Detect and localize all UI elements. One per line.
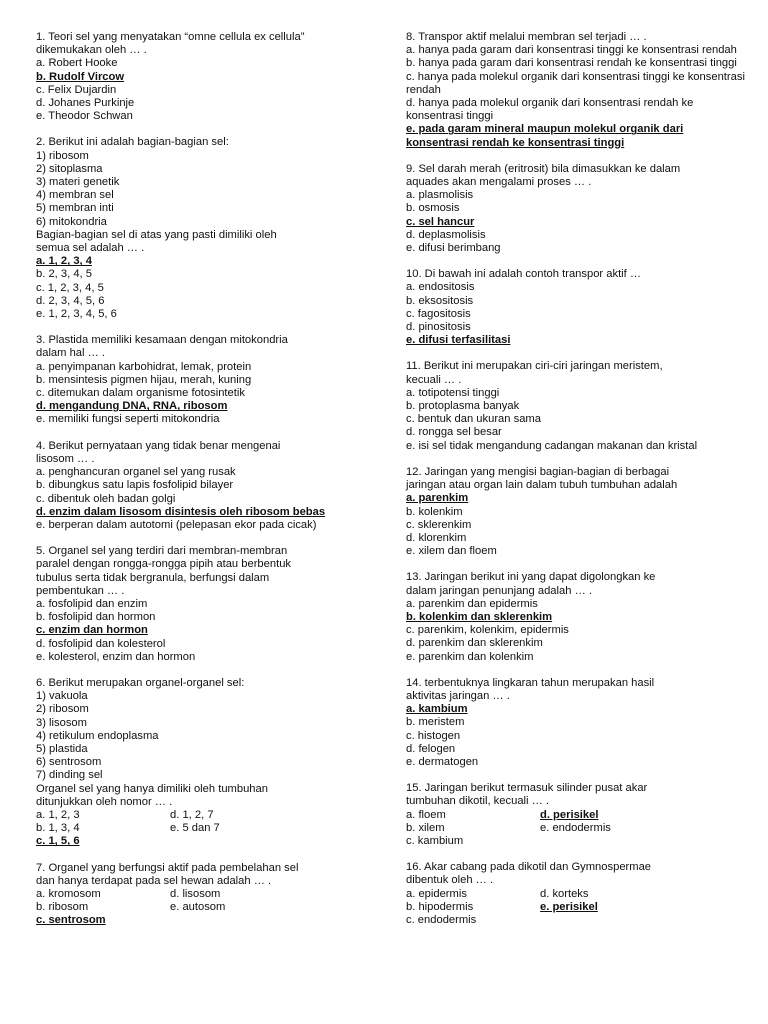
question-text: 3) lisosom (36, 716, 87, 729)
answer-row (406, 822, 746, 835)
answer-option: e. autosom (170, 901, 226, 914)
answer-option: e. Theodor Schwan (36, 110, 133, 123)
question-text: paralel dengan rongga-rongga pipih atau berbentuk (36, 558, 292, 571)
question-text: 5) membran inti (36, 202, 114, 215)
question-block (406, 466, 746, 558)
question-text: 3) materi genetik (36, 176, 120, 189)
answer-option: e. endodermis (540, 821, 611, 834)
question-text: 3. Plastida memiliki kesamaan dengan mitokondria (36, 334, 288, 347)
answer-option-correct: a. 1, 2, 3, 4 (36, 255, 92, 268)
answer-option: c. Felix Dujardin (36, 83, 117, 96)
question-block (36, 862, 372, 928)
answer-option-correct: e. difusi terfasilitasi (406, 334, 511, 347)
answer-option-correct: e. pada garam mineral maupun molekul organik dari konsentrasi rendah ke konsentrasi tinggi (406, 123, 684, 149)
answer-option: a. fosfolipid dan enzim (36, 597, 148, 610)
question-text: jaringan atau organ lain dalam tubuh tumbuhan adalah (406, 479, 678, 492)
answer-option: b. eksositosis (406, 294, 474, 307)
answer-option: a. parenkim dan epidermis (406, 597, 538, 610)
question-text: pembentukan … . (36, 584, 125, 597)
answer-option: b. dibungkus satu lapis fosfolipid bilayer (36, 479, 234, 492)
question-text: 12. Jaringan yang mengisi bagian-bagian di berbagai (406, 465, 670, 478)
answer-option: a. endositosis (406, 281, 475, 294)
answer-option: b. osmosis (406, 202, 460, 215)
answer-option: d. 2, 3, 4, 5, 6 (36, 294, 105, 307)
question-text: aktivitas jaringan … . (406, 689, 510, 702)
answer-row (36, 901, 372, 914)
answer-option: c. parenkim, kolenkim, epidermis (406, 624, 569, 637)
question-block (36, 136, 372, 321)
question-block (406, 360, 746, 452)
question-block (36, 677, 372, 849)
answer-option: e. 5 dan 7 (170, 822, 220, 835)
answer-option: e. kolesterol, enzim dan hormon (36, 650, 196, 663)
answer-option-correct: c. enzim dan hormon (36, 624, 148, 637)
question-block (406, 677, 746, 769)
question-text: 9. Sel darah merah (eritrosit) bila dimasukkan ke dalam (406, 162, 681, 175)
answer-option: d. klorenkim (406, 531, 467, 544)
answer-option-correct: c. sel hancur (406, 215, 475, 228)
question-text: aquades akan mengalami proses … . (406, 176, 592, 189)
answer-option: b. mensintesis pigmen hijau, merah, kuning (36, 373, 252, 386)
answer-option: a. hanya pada garam dari konsentrasi tinggi ke konsentrasi rendah (406, 44, 737, 57)
answer-row (406, 835, 746, 848)
question-block (36, 545, 372, 664)
answer-option: d. pinositosis (406, 321, 471, 334)
left-column (36, 31, 372, 941)
answer-option: b. protoplasma banyak (406, 400, 520, 413)
answer-row (406, 901, 746, 914)
answer-option: b. xilem (406, 821, 445, 834)
question-text: tubulus serta tidak bergranula, berfungsi dalam (36, 571, 270, 584)
answer-option: c. kambium (406, 834, 464, 847)
answer-row (406, 888, 746, 901)
question-text: dikemukakan oleh … . (36, 44, 147, 57)
question-text: 13. Jaringan berikut ini yang dapat digolongkan ke (406, 571, 656, 584)
answer-option: e. 1, 2, 3, 4, 5, 6 (36, 308, 117, 321)
answer-option: c. endodermis (406, 913, 477, 926)
answer-option: d. hanya pada molekul organik dari konsentrasi rendah ke konsentrasi tinggi (406, 97, 694, 123)
answer-option: d. korteks (540, 887, 589, 900)
answer-option: a. Robert Hooke (36, 57, 118, 70)
question-block (406, 782, 746, 848)
question-text: 1) ribosom (36, 149, 89, 162)
question-text: 7) dinding sel (36, 769, 103, 782)
question-block (406, 31, 746, 150)
answer-option: e. berperan dalam autotomi (pelepasan ekor pada cicak) (36, 518, 317, 531)
answer-option: a. plasmolisis (406, 189, 474, 202)
answer-option-correct: c. sentrosom (36, 914, 106, 927)
question-text: 7. Organel yang berfungsi aktif pada pembelahan sel (36, 861, 299, 874)
answer-option: b. kolenkim (406, 505, 463, 518)
question-text: 6. Berikut merupakan organel-organel sel: (36, 676, 245, 689)
answer-option: a. totipotensi tinggi (406, 386, 500, 399)
question-text: kecuali … . (406, 373, 462, 386)
question-text: dan hanya terdapat pada sel hewan adalah … . (36, 874, 272, 887)
answer-row (36, 822, 372, 835)
answer-option-correct: c. 1, 5, 6 (36, 835, 80, 848)
question-text: 6) mitokondria (36, 215, 107, 228)
answer-option: c. dibentuk oleh badan golgi (36, 492, 176, 505)
question-block (36, 31, 372, 123)
question-text: semua sel adalah … . (36, 242, 145, 255)
question-text: 8. Transpor aktif melalui membran sel terjadi … . (406, 31, 647, 43)
question-text: 1) vakuola (36, 690, 88, 703)
question-text: 14. terbentuknya lingkaran tahun merupakan hasil (406, 676, 655, 689)
question-text: Organel sel yang hanya dimiliki oleh tumbuhan (36, 782, 268, 795)
question-text: 4. Berikut pernyataan yang tidak benar mengenai (36, 439, 281, 452)
question-text: dalam jaringan penunjang adalah … . (406, 584, 592, 597)
answer-option-correct: a. kambium (406, 703, 468, 716)
answer-option: d. parenkim dan sklerenkim (406, 637, 543, 650)
answer-option-correct: e. perisikel (540, 900, 598, 913)
answer-row (406, 914, 746, 927)
question-block (36, 334, 372, 426)
question-text: dibentuk oleh … . (406, 874, 494, 887)
answer-row (406, 809, 746, 822)
answer-option: b. hanya pada garam dari konsentrasi rendah ke konsentrasi tinggi (406, 57, 737, 70)
answer-option-correct: d. mengandung DNA, RNA, ribosom (36, 400, 228, 413)
answer-option: a. 1, 2, 3 (36, 808, 80, 821)
answer-option: d. felogen (406, 742, 456, 755)
answer-option: c. histogen (406, 729, 461, 742)
answer-option: c. bentuk dan ukuran sama (406, 413, 541, 426)
answer-option: a. penyimpanan karbohidrat, lemak, protein (36, 360, 252, 373)
answer-option: e. parenkim dan kolenkim (406, 650, 534, 663)
question-block (36, 440, 372, 532)
question-text: 2. Berikut ini adalah bagian-bagian sel: (36, 136, 229, 149)
answer-option: c. fagositosis (406, 307, 471, 320)
answer-option: c. sklerenkim (406, 518, 472, 531)
question-text: 11. Berikut ini merupakan ciri-ciri jaringan meristem, (406, 360, 663, 373)
question-block (406, 268, 746, 347)
answer-option: e. xilem dan floem (406, 545, 497, 558)
answer-row (36, 888, 372, 901)
question-text: 2) ribosom (36, 703, 89, 716)
question-text: Bagian-bagian sel di atas yang pasti dimiliki oleh (36, 228, 277, 241)
question-text: 16. Akar cabang pada dikotil dan Gymnospermae (406, 861, 652, 874)
question-text: 1. Teori sel yang menyatakan “omne cellula ex cellula” (36, 31, 305, 43)
answer-option: b. fosfolipid dan hormon (36, 611, 156, 624)
answer-option: d. fosfolipid dan kolesterol (36, 637, 166, 650)
question-text: 10. Di bawah ini adalah contoh transpor aktif … (406, 268, 642, 281)
answer-option: c. hanya pada molekul organik dari konsentrasi tinggi ke konsentrasi rendah (406, 70, 745, 96)
answer-option: a. kromosom (36, 887, 101, 900)
answer-option: d. lisosom (170, 887, 221, 900)
answer-option: e. difusi berimbang (406, 242, 501, 255)
question-text: 6) sentrosom (36, 756, 102, 769)
answer-option: d. deplasmolisis (406, 228, 486, 241)
answer-option-correct: d. perisikel (540, 808, 599, 821)
question-text: 5) plastida (36, 742, 88, 755)
answer-option-correct: a. parenkim (406, 492, 469, 505)
answer-option: c. 1, 2, 3, 4, 5 (36, 281, 104, 294)
answer-option: b. ribosom (36, 901, 89, 914)
answer-option: e. dermatogen (406, 755, 479, 768)
answer-option: e. memiliki fungsi seperti mitokondria (36, 413, 220, 426)
answer-option: b. meristem (406, 716, 465, 729)
question-text: tumbuhan dikotil, kecuali … . (406, 795, 550, 808)
question-block (406, 571, 746, 663)
question-block (406, 861, 746, 927)
question-text: 4) retikulum endoplasma (36, 729, 159, 742)
answer-option-correct: b. kolenkim dan sklerenkim (406, 610, 553, 623)
answer-row (36, 809, 372, 822)
answer-row (36, 914, 372, 927)
right-column (406, 31, 746, 940)
question-text: 2) sitoplasma (36, 162, 103, 175)
answer-option-correct: b. Rudolf Vircow (36, 70, 125, 83)
answer-option: b. 1, 3, 4 (36, 822, 80, 835)
answer-option: a. floem (406, 808, 446, 821)
answer-option: b. hipodermis (406, 900, 474, 913)
question-text: 15. Jaringan berikut termasuk silinder pusat akar (406, 782, 648, 795)
answer-option: b. 2, 3, 4, 5 (36, 268, 92, 281)
question-text: 5. Organel sel yang terdiri dari membran-membran (36, 545, 288, 558)
question-block (406, 163, 746, 255)
answer-option: a. penghancuran organel sel yang rusak (36, 466, 236, 479)
answer-option: d. 1, 2, 7 (170, 808, 214, 821)
answer-option: d. rongga sel besar (406, 426, 502, 439)
question-text: 4) membran sel (36, 189, 114, 202)
question-text: dalam hal … . (36, 347, 106, 360)
question-text: ditunjukkan oleh nomor … . (36, 795, 173, 808)
question-text: lisosom … . (36, 452, 95, 465)
answer-option-correct: d. enzim dalam lisosom disintesis oleh ribosom bebas (36, 505, 326, 518)
answer-option: e. isi sel tidak mengandung cadangan makanan dan kristal (406, 439, 698, 452)
answer-option: c. ditemukan dalam organisme fotosintetik (36, 387, 245, 400)
answer-row (36, 835, 372, 848)
answer-option: a. epidermis (406, 887, 467, 900)
answer-option: d. Johanes Purkinje (36, 97, 135, 110)
